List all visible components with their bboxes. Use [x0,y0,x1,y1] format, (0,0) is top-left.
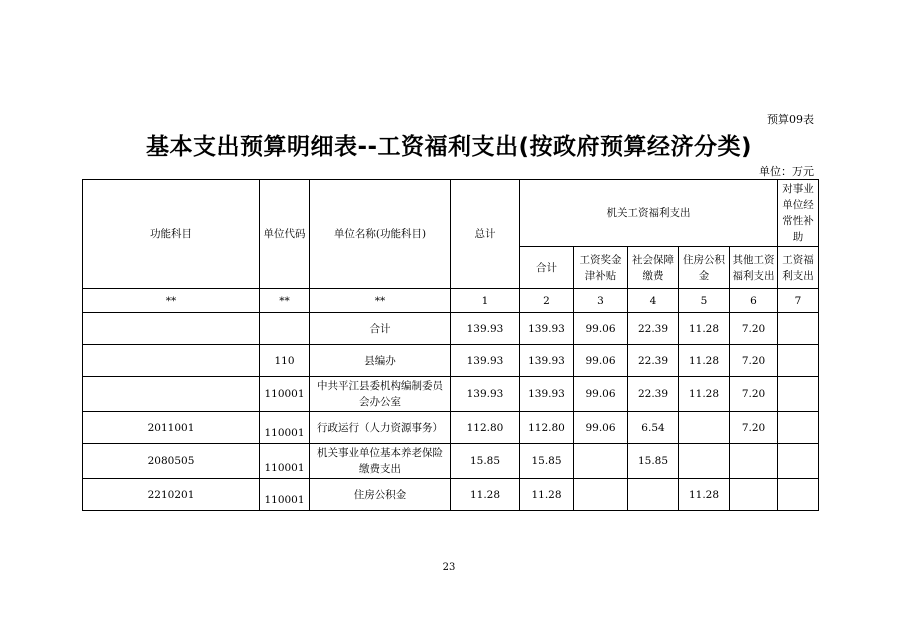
cell-social: 6.54 [628,412,679,444]
header-sub-social: 社会保障缴费 [628,247,679,289]
table-row [83,313,819,345]
index-cell: 7 [778,289,819,313]
cell-social [628,479,679,511]
cell-unit-name: 行政运行（人力资源事务） [310,412,451,444]
cell-housing [679,412,730,444]
budget-table [82,179,819,511]
cell-unit-code: 110001 [260,444,310,479]
index-cell: 6 [730,289,778,313]
cell-other: 7.20 [730,345,778,377]
cell-other [730,444,778,479]
cell-inst-welfare [778,313,819,345]
index-cell: 2 [520,289,574,313]
cell-func-subject [83,345,260,377]
cell-sub-total: 15.85 [520,444,574,479]
cell-total: 139.93 [451,313,520,345]
cell-social: 15.85 [628,444,679,479]
cell-func-subject [83,377,260,412]
cell-housing: 11.28 [679,313,730,345]
cell-housing: 11.28 [679,479,730,511]
cell-func-subject: 2210201 [83,479,260,511]
cell-unit-code [260,313,310,345]
cell-social: 22.39 [628,345,679,377]
cell-salary [574,479,628,511]
header-unit-code: 单位代码 [260,180,310,289]
index-row [83,289,819,313]
header-sub-housing: 住房公积金 [679,247,730,289]
page-title: 基本支出预算明细表--工资福利支出(按政府预算经济分类) [145,134,753,160]
table-row [83,377,819,412]
table-row [83,479,819,511]
cell-inst-welfare [778,479,819,511]
cell-unit-name: 机关事业单位基本养老保险缴费支出 [310,444,451,479]
cell-salary: 99.06 [574,377,628,412]
cell-inst-welfare [778,345,819,377]
cell-housing: 11.28 [679,345,730,377]
index-cell: ** [260,289,310,313]
table-row [83,345,819,377]
cell-total: 112.80 [451,412,520,444]
cell-sub-total: 139.93 [520,377,574,412]
cell-sub-total: 139.93 [520,345,574,377]
cell-social: 22.39 [628,313,679,345]
cell-inst-welfare [778,377,819,412]
cell-salary: 99.06 [574,345,628,377]
cell-sub-total: 112.80 [520,412,574,444]
unit-label: 单位：万元 [759,165,814,178]
cell-inst-welfare [778,444,819,479]
cell-unit-code: 110001 [260,412,310,444]
cell-unit-name: 县编办 [310,345,451,377]
index-cell: 3 [574,289,628,313]
cell-unit-name: 住房公积金 [310,479,451,511]
cell-salary: 99.06 [574,313,628,345]
cell-unit-code: 110001 [260,479,310,511]
cell-inst-welfare [778,412,819,444]
header-group-org: 机关工资福利支出 [520,180,778,247]
form-number: 预算09表 [767,113,814,126]
cell-housing: 11.28 [679,377,730,412]
cell-other [730,479,778,511]
header-row-1 [83,180,819,247]
cell-unit-name: 合计 [310,313,451,345]
cell-unit-code: 110 [260,345,310,377]
cell-unit-code: 110001 [260,377,310,412]
page-number: 23 [442,562,456,573]
cell-func-subject: 2080505 [83,444,260,479]
cell-func-subject: 2011001 [83,412,260,444]
index-cell: ** [83,289,260,313]
cell-other: 7.20 [730,412,778,444]
cell-salary [574,444,628,479]
index-cell: ** [310,289,451,313]
table-row [83,444,819,479]
cell-total: 139.93 [451,345,520,377]
cell-unit-name: 中共平江县委机构编制委员会办公室 [310,377,451,412]
cell-func-subject [83,313,260,345]
header-sub-other: 其他工资福利支出 [730,247,778,289]
header-group-inst: 对事业单位经常性补助 [778,180,819,247]
index-cell: 5 [679,289,730,313]
header-total: 总计 [451,180,520,289]
cell-housing [679,444,730,479]
header-unit-name: 单位名称(功能科目) [310,180,451,289]
header-func-subject: 功能科目 [83,180,260,289]
cell-sub-total: 11.28 [520,479,574,511]
cell-other: 7.20 [730,313,778,345]
cell-other: 7.20 [730,377,778,412]
cell-sub-total: 139.93 [520,313,574,345]
table-row [83,412,819,444]
cell-total: 139.93 [451,377,520,412]
cell-social: 22.39 [628,377,679,412]
cell-salary: 99.06 [574,412,628,444]
header-sub-inst-welfare: 工资福利支出 [778,247,819,289]
cell-total: 11.28 [451,479,520,511]
cell-total: 15.85 [451,444,520,479]
index-cell: 4 [628,289,679,313]
index-cell: 1 [451,289,520,313]
header-sub-total: 合计 [520,247,574,289]
header-sub-salary: 工资奖金津补贴 [574,247,628,289]
